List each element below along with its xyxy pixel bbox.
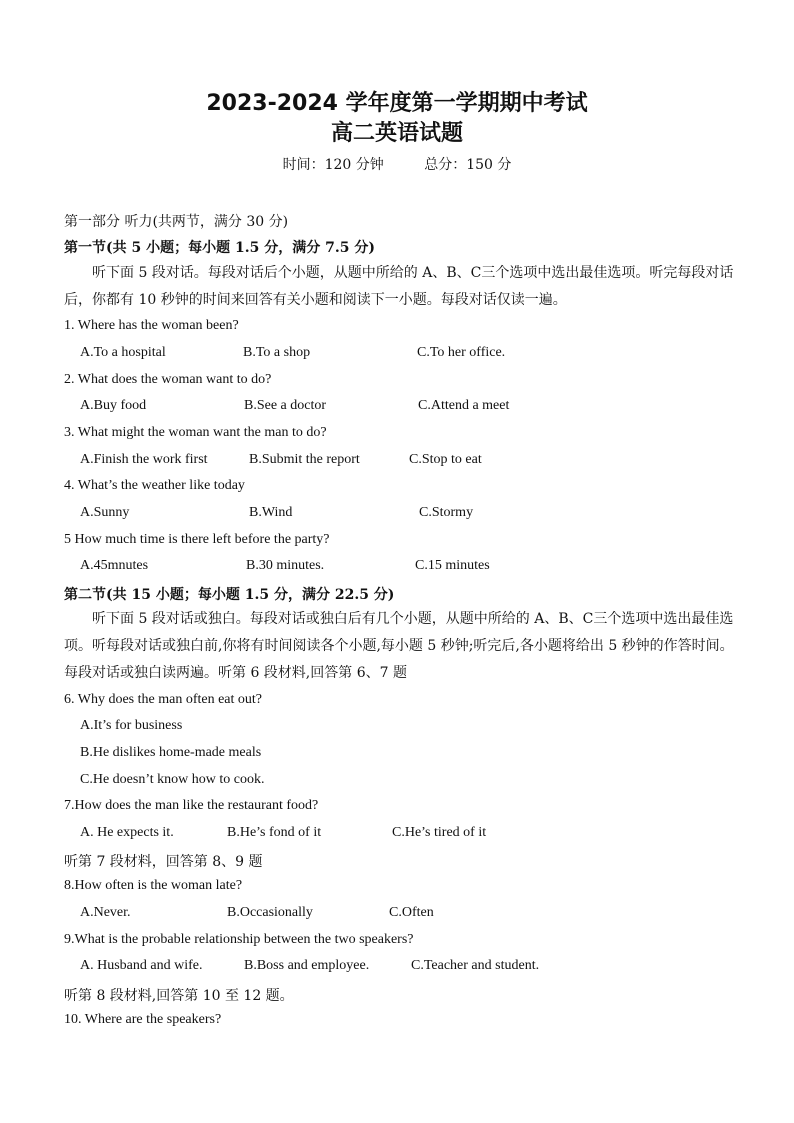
option-c: C.Attend a meet [418,398,510,413]
section1-instruction: 听下面 5 段对话。每段对话后个小题，从题中所给的 A、B、C三个选项中选出最佳选项。听完每段对话后，你都有 10 秒钟的时间来回答有关小题和阅读下一小题。每段对话仅读一遍。 [64,265,734,308]
section2-title: 第二节(共 15 小题；每小题 1.5 分，满分 22.5 分) [64,587,395,603]
question-stem: 2. What does the woman want to do? [64,372,272,387]
question-stem: 9.What is the probable relationship between the two speakers? [64,932,414,947]
exam-subtitle: 高二英语试题 [330,121,463,146]
option-b: B.See a doctor [244,398,327,413]
option-a: A. He expects it. [80,825,174,840]
option-b: B.30 minutes. [246,558,325,573]
option-c: C.He doesn’t know how to cook. [80,772,265,787]
question-stem: 8.How often is the woman late? [64,878,243,893]
exam-score: 总分：150 分 [424,157,512,173]
option-c: C.To her office. [417,345,506,360]
option-b: B.To a shop [243,345,311,360]
question-stem: 10. Where are the speakers? [64,1012,222,1027]
option-c: C.Often [389,905,434,920]
option-a: A.Never. [80,905,131,920]
option-a: A. Husband and wife. [80,958,203,973]
option-c: C.Stormy [419,505,474,520]
option-a: A.Buy food [80,398,147,413]
exam-meta [0,154,794,174]
material-note: 听第 8 段材料,回答第 10 至 12 题。 [64,988,294,1004]
option-b: B.He dislikes home-made meals [80,745,262,760]
option-b: B.Occasionally [227,905,313,920]
question-stem: 5 How much time is there left before the party? [64,532,330,547]
exam-time: 时间：120 分钟 [282,157,384,173]
material-note: 听第 7 段材料，回答第 8、9 题 [64,854,263,870]
option-b: B.Submit the report [249,452,360,467]
question-stem: 3. What might the woman want the man to do? [64,425,327,440]
option-a: A.It’s for business [80,718,183,733]
exam-title: 2023-2024 学年度第一学期期中考试 [206,91,588,116]
option-c: C.Stop to eat [409,452,482,467]
section2-instruction: 听下面 5 段对话或独白。每段对话或独白后有几个小题，从题中所给的 A、B、C三个选项中选出最佳选项。听每段对话或独白前,你将有时间阅读各个小题,每小题 5 秒钟;听完后,各小题将给出 5 秒钟的作答时间。每段对话或独白读两遍。听第 6 段材料,回答第 6、7 题 [64,611,734,681]
option-a: A.Sunny [80,505,130,520]
option-b: B.He’s fond of it [227,825,322,840]
question-stem: 6. Why does the man often eat out? [64,692,263,707]
option-c: C.He’s tired of it [392,825,487,840]
option-a: A.45mnutes [80,558,149,573]
question-stem: 7.How does the man like the restaurant food? [64,798,319,813]
question-stem: 1. Where has the woman been? [64,318,239,333]
option-a: A.To a hospital [80,345,166,360]
option-a: A.Finish the work first [80,452,208,467]
question-stem: 4. What’s the weather like today [64,478,245,493]
option-c: C.15 minutes [415,558,490,573]
option-b: B.Wind [249,505,293,520]
option-b: B.Boss and employee. [244,958,370,973]
part-title: 第一部分 听力(共两节，满分 30 分) [64,214,289,230]
option-c: C.Teacher and student. [411,958,540,973]
section1-title: 第一节(共 5 小题；每小题 1.5 分，满分 7.5 分) [64,240,375,256]
